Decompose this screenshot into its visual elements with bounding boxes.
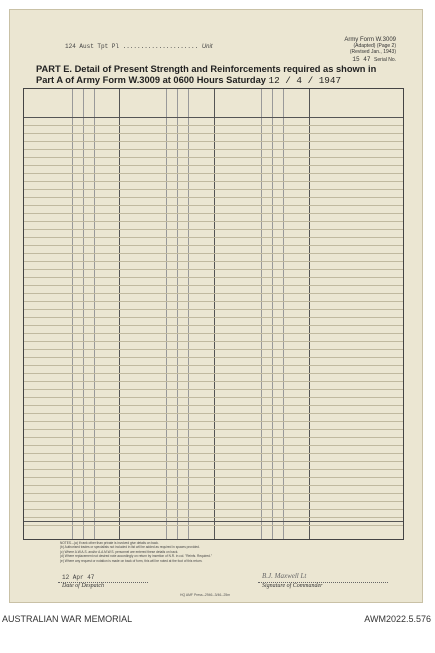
title-part: PART E.: [36, 64, 72, 74]
despatch-date: 12 Apr 47: [62, 574, 95, 581]
table-row-rule: [24, 157, 403, 158]
table-row-rule: [24, 285, 403, 286]
title-date: 12 / 4 / 1947: [268, 75, 342, 86]
table-row-rule: [24, 525, 403, 526]
table-row-rule: [24, 221, 403, 222]
commander-signature: B.J. Maxwell Lt: [262, 572, 307, 580]
table-row-rule: [24, 397, 403, 398]
table-row-rule: [24, 325, 403, 326]
table-row-rule: [24, 373, 403, 374]
table-row-rule: [24, 421, 403, 422]
table-row-rule: [24, 445, 403, 446]
title-text-1: Detail of Present Strength and Reinforcements required as shown in: [74, 64, 377, 74]
note-b: (b) Authorised trades or specialists not included in list will be added as required in spaces provided.: [60, 545, 200, 550]
serial-value: 15 47: [352, 56, 371, 63]
table-row-rule: [24, 469, 403, 470]
form-adapted: (Adapted) (Page 2): [353, 43, 396, 49]
table-row-rule: [24, 341, 403, 342]
table-row-rule: [24, 517, 403, 518]
table-row-rule: [24, 301, 403, 302]
despatch-date-label: Date of Despatch: [62, 583, 104, 589]
table-row-rule: [24, 213, 403, 214]
table-row-rule: [24, 437, 403, 438]
table-row-rule: [24, 501, 403, 502]
table-row-rule: [24, 269, 403, 270]
serial-number: [344, 57, 396, 63]
table-row-rule: [24, 317, 403, 318]
title-text-2: Part A of Army Form W.3009 at 0600 Hours Saturday: [36, 75, 266, 85]
table-row-rule: [24, 429, 403, 430]
table-row-rule: [24, 181, 403, 182]
note-d: (d) Where replacement not desired note accordingly on return by insertion of N.R. in col. "Reinfs. Required.": [60, 554, 212, 559]
table-row-rule: [24, 189, 403, 190]
unit-handwritten: 124 Aust Tpt Pl: [65, 43, 120, 50]
table-row-rule: [24, 237, 403, 238]
table-row-rule: [24, 413, 403, 414]
table-row-rule: [24, 493, 403, 494]
table-row-rule: [24, 453, 403, 454]
table-row-rule: [24, 245, 403, 246]
table-row-rule: [24, 133, 403, 134]
header-rule: [24, 117, 403, 118]
form-reference: [344, 37, 396, 63]
signature-label: Signature of Commander: [262, 583, 323, 589]
table-row-rule: [24, 485, 403, 486]
page-title: [36, 64, 416, 86]
institution-caption: AUSTRALIAN WAR MEMORIAL: [2, 614, 133, 624]
table-row-rule: [24, 293, 403, 294]
table-row-rule: [24, 197, 403, 198]
unit-field: 124 Aust Tpt Pl ..................... Unit: [65, 43, 213, 50]
table-row-rule: [24, 477, 403, 478]
table-row-rule: [24, 357, 403, 358]
table-row-rule: [24, 509, 403, 510]
table-row-rule: [24, 277, 403, 278]
table-row-rule: [24, 389, 403, 390]
table-row-rule: [24, 309, 403, 310]
strength-table: [23, 88, 404, 540]
table-row-rule: [24, 405, 403, 406]
printer-imprint: HQ AMF Press--2946--3/46--25m: [180, 593, 231, 597]
table-row-rule: [24, 141, 403, 142]
form-name: Army Form W.3009: [344, 37, 396, 43]
table-row-rule: [24, 253, 403, 254]
table-row-rule: [24, 165, 403, 166]
note-c: (c) Where A.W.A.S. and/or A.A.M.W.S. personnel are entered these details on back.: [60, 549, 179, 554]
table-row-rule: [24, 173, 403, 174]
table-row-rule: [24, 349, 403, 350]
carried-forward-rule: [24, 521, 403, 522]
note-e: (e) Where any request or notation is made on back of form, this will be noted at the foot of this return.: [60, 558, 203, 563]
table-row-rule: [24, 205, 403, 206]
notes-block: [60, 541, 212, 563]
table-row-rule: [24, 333, 403, 334]
serial-label: Serial No.: [374, 57, 396, 63]
table-row-rule: [24, 125, 403, 126]
table-row-rule: [24, 381, 403, 382]
table-row-rule: [24, 149, 403, 150]
unit-label: Unit: [201, 44, 213, 50]
form-revised: (Revised Jan., 1943): [349, 49, 396, 55]
table-row-rule: [24, 461, 403, 462]
note-a: NOTES.--(a) If rank other than private is involved give details on back.: [60, 541, 159, 545]
table-row-rule: [24, 261, 403, 262]
table-row-rule: [24, 229, 403, 230]
table-row-rule: [24, 365, 403, 366]
reference-number: AWM2022.5.576: [364, 614, 431, 624]
